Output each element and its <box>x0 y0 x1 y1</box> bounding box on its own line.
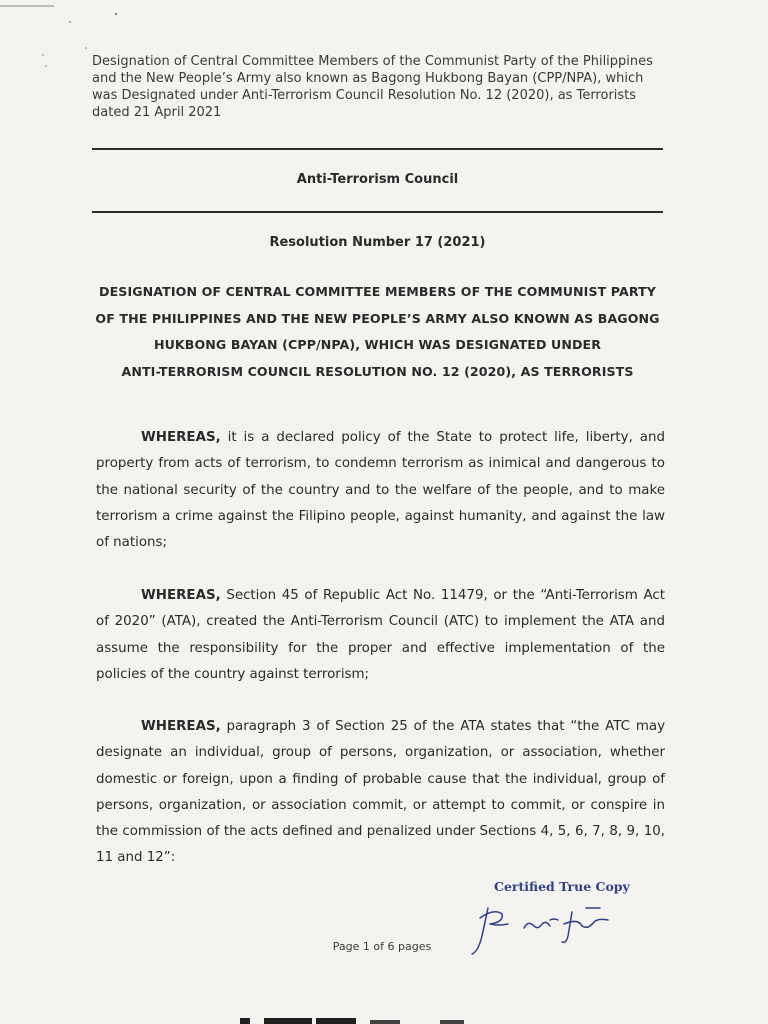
whereas-lead: WHEREAS, <box>141 430 221 445</box>
designation-header: Designation of Central Committee Members of the Communist Party of the Philippines and the New People’s Army also known as Bagong Hukbong Bayan (CPP/NPA), which was Designated under Anti-Terrorism Council Resolution No. 12 (2020), as Terrorists dated 21 April 2021 <box>92 54 653 120</box>
title-line: DESIGNATION OF CENTRAL COMMITTEE MEMBERS OF THE COMMUNIST PARTY <box>99 284 656 299</box>
certified-true-copy-stamp: Certified True Copy <box>494 879 630 894</box>
whereas-lead: WHEREAS, <box>141 719 221 734</box>
paragraph-text: it is a declared policy of the State to protect life, liberty, and property from acts of terrorism, to condemn terrorism as inimical and dangerous to the national security of the country and to the welfare of the people, and to make terrorism a crime against the Filipino people, against humanity, and against the law of nations; <box>96 430 665 551</box>
council-name: Anti-Terrorism Council <box>296 172 459 187</box>
divider-rule-bottom <box>92 211 663 213</box>
resolution-title <box>92 279 663 385</box>
title-line: OF THE PHILIPPINES AND THE NEW PEOPLE’S ARMY ALSO KNOWN AS BAGONG <box>95 310 660 326</box>
whereas-paragraph-1 <box>96 425 665 556</box>
whereas-paragraph-3 <box>96 714 665 872</box>
title-line: HUKBONG BAYAN (CPP/NPA), WHICH WAS DESIGNATED UNDER <box>153 337 602 352</box>
title-line: ANTI-TERRORISM COUNCIL RESOLUTION NO. 12 (2020), AS TERRORISTS <box>121 363 634 379</box>
whereas-paragraph-2 <box>96 583 665 688</box>
scan-artifact-marks <box>220 1016 520 1024</box>
divider-rule-top <box>92 148 663 150</box>
whereas-lead: WHEREAS, <box>141 588 221 603</box>
paragraph-text: paragraph 3 of Section 25 of the ATA states that “the ATC may designate an individual, group of persons, organization, or association, whether domestic or foreign, upon a finding of probable cause that the individual, group of persons, organization, or association commit, or attempt to commit, or conspire in the commission of the acts defined and penalized under Sections 4, 5, 6, 7, 8, 9, 10, 11 and 12”: <box>96 719 665 866</box>
paragraph-text: Section 45 of Republic Act No. 11479, or the “Anti-Terrorism Act of 2020” (ATA), created the Anti-Terrorism Council (ATC) to implement the ATA and assume the responsibility for the proper and effective implementation of the policies of the country against terrorism; <box>96 588 665 682</box>
resolution-number: Resolution Number 17 (2021) <box>269 235 486 250</box>
page-number: Page 1 of 6 pages <box>332 940 432 953</box>
